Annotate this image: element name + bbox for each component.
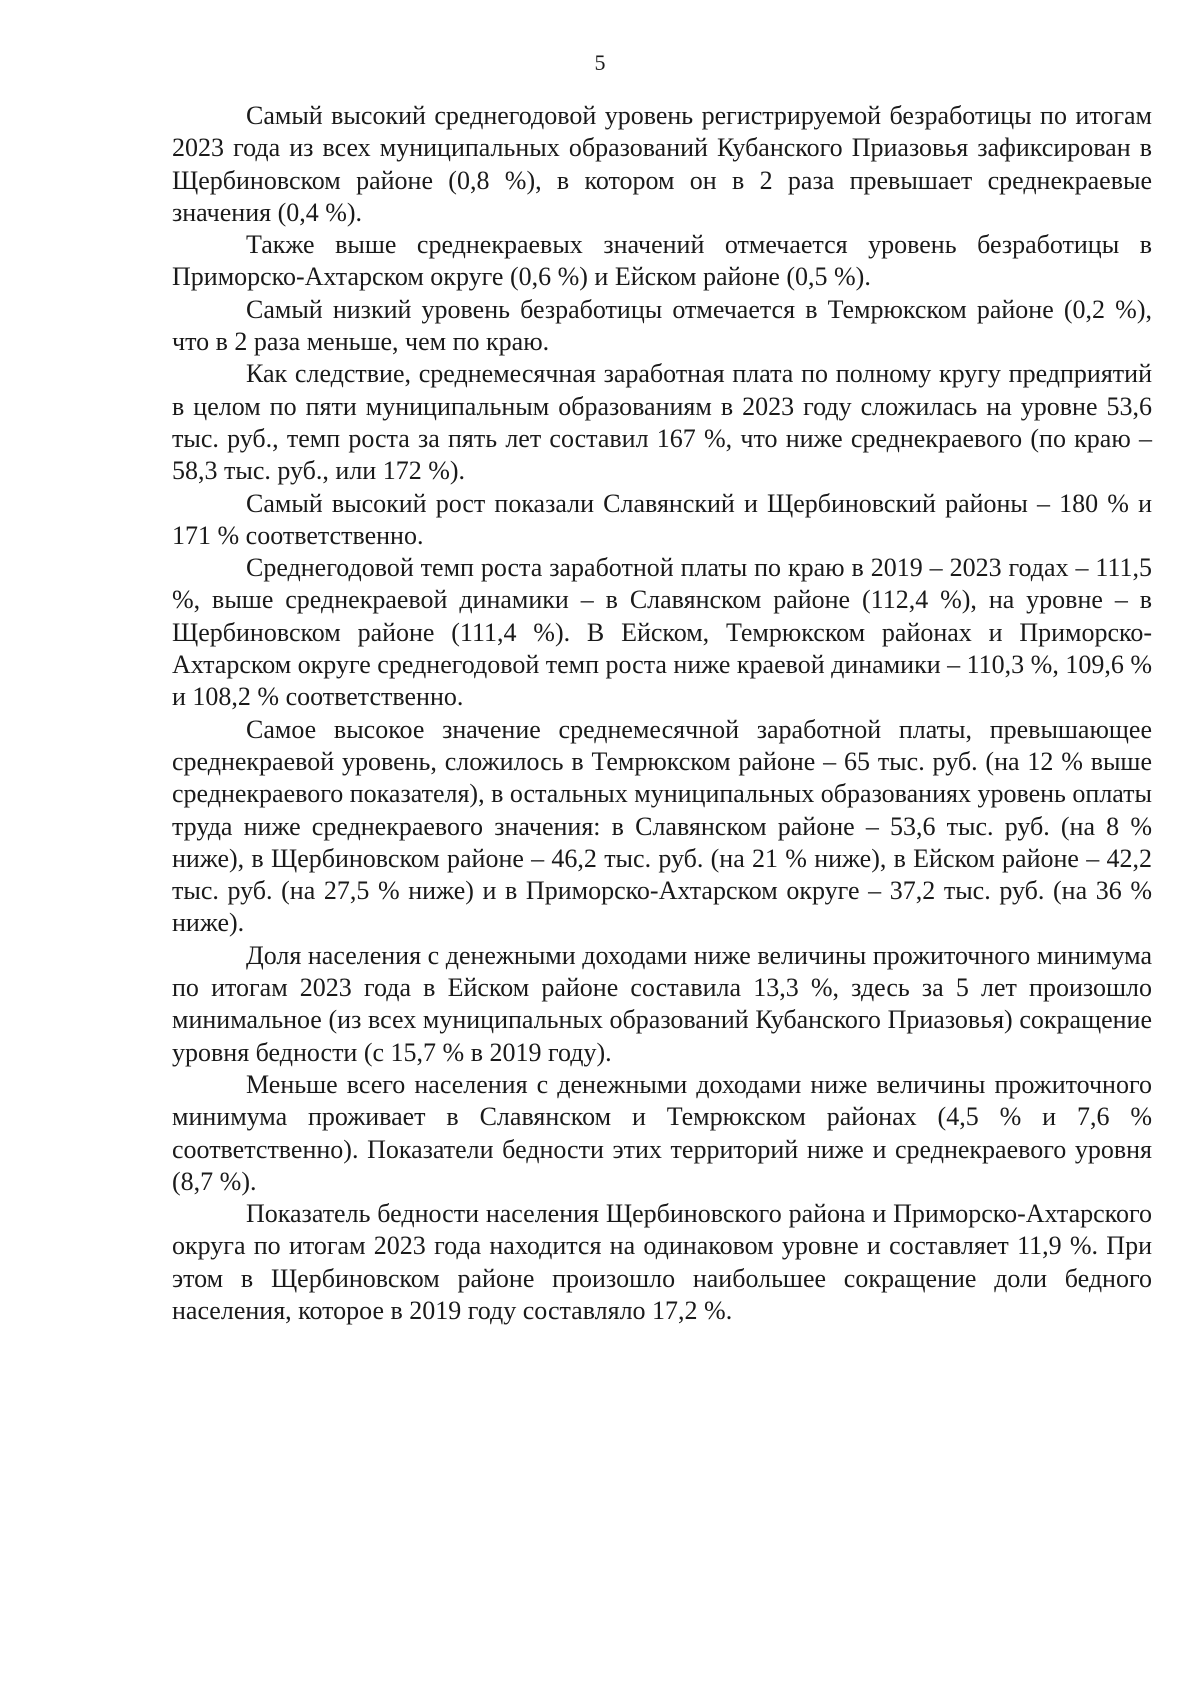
paragraph-poverty-yeisk: Доля населения с денежными доходами ниже величины прожиточного минимума по итогам 2023 года в Ейском районе составила 13,3 %, здесь за 5 лет произошло минимальное (из всех муниципальных образований Кубанского Приазовья) сокращение уровня бедности (с 15,7 % в 2019 году). xyxy=(172,940,1152,1067)
paragraph-wage-growth-rate: Среднегодовой темп роста заработной платы по краю в 2019 – 2023 годах – 111,5 %, выше среднекраевой динамики – в Славянском районе (112,4 %), на уровне – в Щербиновском районе (111,4 %). В Ейском, Темрюкском районах и Приморско-Ахтарском округе среднегодовой темп роста ниже краевой динамики – 110,3 %, 109,6 % и 108,2 % соответственно. xyxy=(172,553,1152,712)
paragraph-highest-growth: Самый высокий рост показали Славянский и Щербиновский районы – 180 % и 171 % соответственно. xyxy=(172,488,1152,550)
paragraph-unemployment-above-average: Также выше среднекраевых значений отмечается уровень безработицы в Приморско-Ахтарском округе (0,6 %) и Ейском районе (0,5 %). xyxy=(172,230,1152,292)
paragraph-highest-wage: Самое высокое значение среднемесячной заработной платы, превышающее среднекраевой уровень, сложилось в Темрюкском районе – 65 тыс. руб. (на 12 % выше среднекраевого показателя), в остальных муниципальных образованиях уровень оплаты труда ниже среднекраевого значения: в Славянском районе – 53,6 тыс. руб. (на 8 % ниже), в Щербиновском районе – 46,2 тыс. руб. (на 21 % ниже), в Ейском районе – 42,2 тыс. руб. (на 27,5 % ниже) и в Приморско-Ахтарском округе – 37,2 тыс. руб. (на 36 % ниже). xyxy=(172,714,1152,938)
paragraph-poverty-equal: Показатель бедности населения Щербиновского района и Приморско-Ахтарского округа по итогам 2023 года находится на одинаковом уровне и составляет 11,9 %. При этом в Щербиновском районе произошло наибольшее сокращение доли бедного населения, которое в 2019 году составляло 17,2 %. xyxy=(172,1199,1152,1325)
paragraph-average-wage: Как следствие, среднемесячная заработная плата по полному кругу предприятий в целом по пяти муниципальным образованиям в 2023 году сложилась на уровне 53,6 тыс. руб., темп роста за пять лет составил 167 %, что ниже среднекраевого (по краю – 58,3 тыс. руб., или 172 %). xyxy=(172,359,1152,486)
paragraph-unemployment-highest: Самый высокий среднегодовой уровень регистрируемой безработицы по итогам 2023 года из всех муниципальных образований Кубанского Приазовья зафиксирован в Щербиновском районе (0,8 %), в котором он в 2 раза превышает среднекраевые значения (0,4 %). xyxy=(172,101,1152,227)
page-number: 5 xyxy=(594,50,606,75)
paragraph-unemployment-lowest: Самый низкий уровень безработицы отмечается в Темрюкском районе (0,2 %), что в 2 раза меньше, чем по краю. xyxy=(172,294,1152,357)
paragraph-poverty-lowest: Меньше всего населения с денежными доходами ниже величины прожиточного минимума проживает в Славянском и Темрюкском районах (4,5 % и 7,6 % соответственно). Показатели бедности этих территорий ниже и среднекраевого уровня (8,7 %). xyxy=(172,1069,1152,1196)
document-body xyxy=(172,100,1152,1327)
